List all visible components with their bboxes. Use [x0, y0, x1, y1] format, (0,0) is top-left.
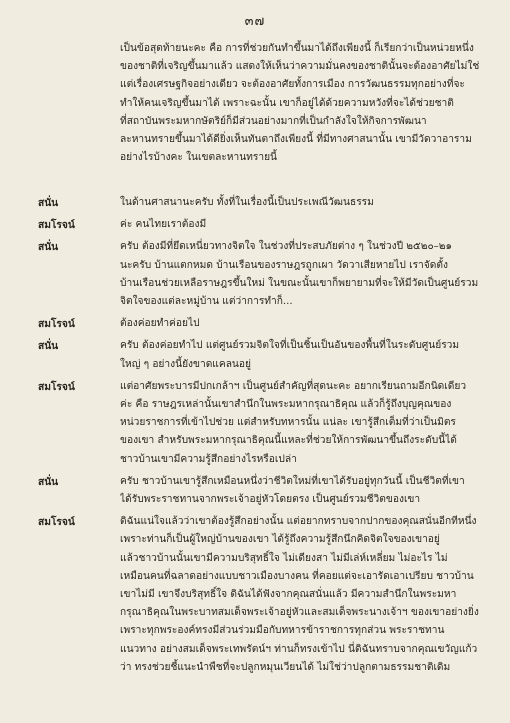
speech-text: [120, 513, 494, 677]
speech-text: [120, 473, 494, 509]
speech-line: เหมือนคนที่ฉลาดอย่างแบบชาวเมืองบางคน ที่คอยแต่จะเอารัดเอาเปรียบ ชาวบ้าน: [120, 570, 474, 582]
speech-line: ค่ะ คือ ราษฎรเหล่านั้นเขาสำนึกในพระมหากรุณาธิคุณ แล้วก็รู้ถึงบุญคุณของ: [120, 399, 452, 411]
dialogue-turn: [38, 216, 494, 234]
speech-line: แล้วชาวบ้านนั้นเขามีความบริสุทธิ์ใจ ไม่เดียงสา ไม่มีเล่ห์เหลี่ยม ไม่อะไร ไม่: [120, 552, 448, 564]
speech-line: หน่วยราชการที่เข้าไปช่วย แต่สำหรับทหารนั้น แน่ละ เขารู้สึกเต็มที่ว่าเป็นมิตร: [120, 417, 456, 429]
intro-line: ทำให้คนเจริญขึ้นมาได้ เพราะฉะนั้น เขาก็อยู่ได้ด้วยความหวังที่จะได้ช่วยชาติ: [120, 97, 454, 109]
speech-line: ใหญ่ ๆ อย่างนี้ยังขาดแคลนอยู่: [120, 358, 251, 370]
dialogue-turn: [38, 378, 494, 469]
page-number: ๓๗: [244, 14, 266, 29]
speech-line: ครับ ต้องมีที่ยึดเหนี่ยวทางจิตใจ ในช่วงที่ประสบภัยต่าง ๆ ในช่วงปี ๒๕๒๐–๒๑: [120, 241, 452, 253]
speaker-name: สนั่น: [38, 197, 59, 209]
speaker-name: สนั่น: [38, 475, 59, 488]
speech-line: เขาไม่มี เขาจึงบริสุทธิ์ใจ ดิฉันได้ฟังจากคุณสนั่นแล้ว มีความสำนึกในพระมหา: [120, 589, 457, 601]
speaker-name: สมโรจน์: [38, 516, 75, 529]
intro-line: ละหานทรายขึ้นมาได้ดียิ่งเห็นทันตาถึงเพียงนี้ ที่มีทางศาสนานั้น เขามีวัดวาอาราม: [120, 134, 472, 146]
speech-line: ได้รับพระราชทานจากพระเจ้าอยู่หัวโดยตรง เป็นศูนย์รวมชีวิตของเขา: [120, 494, 421, 506]
speech-line: ว่า ทรงช่วยชี้แนะนำพืชที่จะปลูกหมุนเวียนได้ ไม่ใช่ว่าปลูกตามธรรมชาติเดิม: [120, 661, 451, 673]
speech-line: บ้านเรือนช่วยเหลือราษฎรขึ้นใหม่ ในขณะนั้นเขาก็พยายามที่จะให้มีวัดเป็นศูนย์รวม: [120, 277, 479, 289]
dialogue-turn: [38, 238, 494, 311]
speech-line: นะครับ บ้านแตกหมด บ้านเรือนของราษฎรถูกเผา วัดวาเสียหายไป เราจัดตั้ง: [120, 259, 448, 271]
speech-line: ครับ ชาวบ้านเขารู้สึกเหมือนหนึ่งว่าชีวิตใหม่ที่เขาได้รับอยู่ทุกวันนี้ เป็นชีวิตที่เขา: [120, 475, 465, 487]
speech-line: เพราะทุกพระองค์ทรงมีส่วนร่วมมือกับทหารข้าราชการทุกส่วน พระราชทาน: [120, 625, 445, 637]
intro-line: แต่เรื่องเศรษฐกิจอย่างเดียว จะต้องอาศัยทั้งการเมือง การวัฒนธรรมทุกอย่างที่จะ: [120, 79, 465, 91]
intro-line: ที่สถาบันพระมหากษัตริย์ก็มีส่วนอย่างมากที่เป็นกำลังใจให้กิจการพัฒนา: [120, 115, 427, 127]
dialogue-turn: [38, 513, 494, 677]
speech-text: [120, 216, 494, 234]
speech-text: [120, 315, 494, 333]
speaker-name: สมโรจน์: [38, 219, 75, 232]
speech-line: ค่ะ คนไทยเราต้องมี: [120, 219, 207, 231]
speech-line: ชาวบ้านเขามีความรู้สึกอย่างไรหรือเปล่า: [120, 453, 297, 465]
speech-line: เพราะท่านก็เป็นผู้ใหญ่บ้านของเขา ได้รู้ถึงความรู้สึกนึกคิดจิตใจของเขาอยู่: [120, 534, 440, 546]
speaker-name: สมโรจน์: [38, 318, 75, 331]
speech-line: ดิฉันแน่ใจแล้วว่าเขาต้องรู้สึกอย่างนั้น แต่อยากทราบจากปากของคุณสนั่นอีกทีหนึ่ง: [120, 516, 477, 528]
speaker-name: สมโรจน์: [38, 380, 75, 393]
speech-text: [120, 378, 494, 469]
dialogue-section: [38, 194, 494, 681]
dialogue-turn: [38, 337, 494, 373]
speaker-name: สนั่น: [38, 241, 59, 254]
intro-paragraph: [120, 40, 492, 167]
intro-line: อย่างไรบ้างคะ ในเขตละหานทรายนี้: [120, 152, 278, 164]
dialogue-turn: [38, 315, 494, 333]
speech-line: ครับ ต้องค่อยทำไป แต่ศูนย์รวมจิตใจที่เป็นชิ้นเป็นอันของพื้นที่ในระดับศูนย์รวม: [120, 340, 460, 352]
intro-line: ของชาติที่เจริญขึ้นมาแล้ว แสดงให้เห็นว่าความมั่นคงของชาตินั้นจะต้องอาศัยไม่ใช่: [120, 61, 480, 73]
speech-line: จิตใจของแต่ละหมู่บ้าน แต่ว่าการทำก็...: [120, 296, 293, 308]
speech-line: ต้องค่อยทำค่อยไป: [120, 318, 200, 330]
speech-text: [120, 194, 494, 212]
speaker-name: สนั่น: [38, 340, 59, 353]
dialogue-turn: [38, 194, 494, 212]
speech-line: แต่อาศัยพระบารมีปกเกล้าฯ เป็นศูนย์สำคัญที่สุดนะคะ อยากเรียนถามอีกนิดเดียว: [120, 380, 467, 392]
speech-line: แนวทาง อย่างสมเด็จพระเทพรัตน์ฯ ท่านก็ทรงเข้าไป นี่ดิฉันทราบจากคุณเขวัญแก้ว: [120, 643, 478, 655]
intro-line: เป็นข้อสุดท้ายนะคะ คือ การที่ช่วยกันทำขึ้นมาได้ถึงเพียงนี้ ก็เรียกว่าเป็นหน่วยหนึ่ง: [120, 43, 474, 54]
speech-text: [120, 238, 494, 311]
speech-line: ในด้านศาสนานะครับ ทั้งที่ในเรื่องนี้เป็นประเพณีวัฒนธรรม: [120, 197, 374, 208]
dialogue-turn: [38, 473, 494, 509]
speech-line: กรุณาธิคุณในพระบาทสมเด็จพระเจ้าอยู่หัวและสมเด็จพระนางเจ้าฯ ของเขาอย่างยิ่ง: [120, 607, 479, 619]
speech-text: [120, 337, 494, 373]
speech-line: ของเขา สำหรับพระมหากรุณาธิคุณนี้แหละที่ช่วยให้การพัฒนาขึ้นถึงระดับนี้ได้: [120, 435, 457, 447]
